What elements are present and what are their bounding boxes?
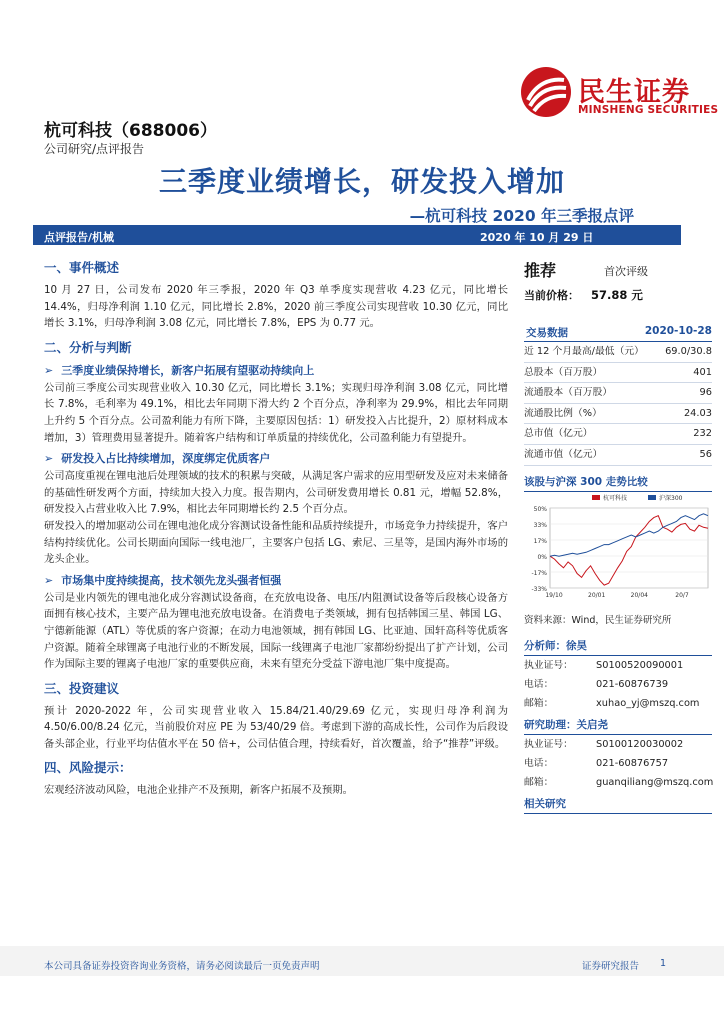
report-type: 公司研究/点评报告	[44, 142, 145, 156]
section-title: 二、分析与判断	[44, 339, 132, 355]
rating-sub: 首次评级	[604, 265, 648, 278]
trade-title: 交易数据	[526, 327, 568, 339]
trade-row-value: 69.0/30.8	[665, 346, 712, 357]
analyst-info	[524, 656, 712, 713]
chart-source: 资料来源：Wind，民生证券研究所	[524, 614, 672, 626]
paragraph: 公司高度重视在锂电池后处理领域的技术的积累与突破，从满足客户需求的应用型研发及应对未来储备的基础性研发两个方面，持续加大投入力度。报告期内，公司研发费用增长 0.81 元，增幅 52.8%，研发投入占营业收入比 7.9%，相比去年同期增长约 2.5 个百分点。	[44, 470, 508, 516]
report-category: 点评报告/机械	[44, 231, 115, 244]
section-title: 一、事件概述	[44, 260, 120, 275]
assistant-row	[524, 735, 712, 754]
paragraph: 公司前三季度公司实现营业收入 10.30 亿元，同比增长 3.1%；实现归母净利润 3.08 亿元，同比增长 7.8%，毛利率为 49.1%，相比去年同期下滑大约 2 个百分点，净利率为 29.9%，相比去年同期上升约 5 个百分点。公司盈利能力有所下降，主要原因包括：1）研发投入占比提升，2）原材料成本增加，3）管理费用显著提升。随着客户结构和订单质量的持续优化，公司盈利能力有望提升。	[44, 381, 508, 444]
related-research-title: 相关研究	[524, 796, 712, 814]
assistant-row-value: 021-60876757	[596, 757, 669, 769]
assistant-row-value: guanqiliang@mszq.com	[596, 776, 714, 788]
chart-title: 该股与沪深 300 走势比较	[524, 474, 712, 492]
price-comparison-chart	[524, 492, 712, 604]
section-title: 三、投资建议	[44, 680, 120, 696]
bullet-heading	[44, 572, 508, 588]
assistant-title: 研究助理：关启尧	[524, 717, 712, 735]
trade-row	[524, 363, 712, 384]
sidebar	[524, 258, 712, 814]
legend-swatch	[592, 495, 600, 500]
analyst-row-key: 电话：	[524, 678, 554, 690]
arrow-bullet-icon: ➢	[44, 452, 54, 466]
trade-row	[524, 424, 712, 445]
main-content	[44, 252, 508, 799]
report-subhead: —杭可科技 2020 年三季报点评	[409, 207, 634, 225]
rating: 推荐	[524, 261, 557, 280]
paragraph: 10 月 27 日，公司发布 2020 年三季报，2020 年 Q3 单季度实现营收 4.23 亿元，同比增长 14.4%，归母净利润 1.10 亿元，同比增长 2.8%，2020 前三季度公司实现营收 10.30 亿元，同比增长 3.1%，归母净利润 3.08 亿元，同比增长 7.8%，EPS 为 0.77 元。	[44, 284, 508, 330]
x-tick-label: 19/10	[545, 591, 563, 599]
series-line-1	[550, 513, 708, 555]
minsheng-logo-icon	[520, 66, 572, 118]
trade-row-value: 56	[699, 448, 712, 460]
trade-row-value: 24.03	[683, 407, 712, 419]
trade-row-value: 96	[699, 387, 712, 399]
series-line-0	[550, 515, 708, 584]
y-tick-label: -17%	[531, 569, 547, 577]
bullet-text: 三季度业绩保持增长，新客户拓展有望驱动持续向上	[61, 363, 315, 377]
assistant-row-key: 执业证号：	[524, 738, 573, 750]
paragraph: 公司是业内领先的锂电池化成分容测试设备商，在充放电设备、电压/内阻测试设备等后段核心设备方面拥有核心技术，主要产品为锂电池充放电设备。在消费电子类领域，拥有包括韩国三星、韩国 LG、宁德新能源（ATL）等优质的客户资源；在动力电池领域，拥有韩国 LG、比亚迪、国轩高科等优质客户资源。随着全球锂离子电池行业的不断发展，国际一线锂离子电池厂家都纷纷提出了扩产计划，公司作为国际主要的锂离子电池厂家的重要供应商，未来有望充分受益下游电池厂集中度提高。	[44, 591, 508, 671]
paragraph: 预计 2020-2022 年，公司实现营业收入 15.84/21.40/29.69 亿元，实现归母净利润为 4.50/6.00/8.24 亿元，当前股价对应 PE 为 53/40/29 倍。考虑到下游的高成长性，公司作为后段设备头部企业，行业平均估值水平在 50 倍+，公司估值合理，持续看好，首次覆盖，给予“推荐”评级。	[44, 704, 508, 750]
x-tick-label: 20/01	[588, 591, 606, 599]
trade-date: 2020-10-28	[644, 325, 712, 337]
price-value: 57.88 元	[591, 288, 643, 302]
analyst-row-key: 执业证号：	[524, 659, 573, 671]
bullet-heading	[44, 362, 508, 378]
y-tick-label: 17%	[533, 537, 547, 545]
y-tick-label: 0%	[537, 553, 547, 561]
y-tick-label: -33%	[531, 585, 547, 593]
trade-row	[524, 342, 712, 363]
assistant-row-value: S0100120030002	[596, 738, 684, 750]
x-tick-label: 20/04	[630, 591, 648, 599]
x-tick-label: 20/7	[675, 591, 689, 599]
report-date: 2020 年 10 月 29 日	[480, 231, 594, 244]
footer-label: 证券研究报告	[582, 961, 640, 972]
analyst-row-key: 邮箱：	[524, 697, 554, 709]
trade-table	[524, 342, 712, 466]
chart-frame	[550, 508, 708, 588]
bullet-text: 市场集中度持续提高，技术领先龙头强者恒强	[61, 573, 282, 587]
assistant-row-key: 邮箱：	[524, 776, 554, 788]
arrow-bullet-icon: ➢	[44, 573, 54, 587]
trade-row	[524, 404, 712, 425]
trade-row-value: 401	[693, 366, 712, 378]
price-row	[524, 287, 712, 303]
trade-row-key: 流通市值（亿元）	[524, 448, 603, 460]
trade-row-key: 流通股比例（%）	[524, 407, 602, 419]
company-title: 杭可科技（688006）	[44, 121, 217, 141]
trade-row-key: 总股本（百万股）	[524, 366, 603, 378]
section-title: 四、风险提示：	[44, 760, 132, 776]
arrow-bullet-icon: ➢	[44, 363, 54, 377]
analyst-row	[524, 694, 712, 713]
trade-row-value: 232	[693, 428, 712, 440]
analyst-row-value: 021-60876739	[596, 678, 669, 690]
paragraph: 研发投入的增加驱动公司在锂电池化成分容测试设备性能和品质持续提升，市场竞争力持续提升，客户结构持续优化。公司长期面向国际一线电池厂，主要客户包括 LG、索尼、三星等，是国内海外市场的龙头企业。	[44, 519, 508, 566]
assistant-row-key: 电话：	[524, 757, 554, 769]
analyst-row-value: xuhao_yj@mszq.com	[596, 697, 700, 709]
assistant-info	[524, 735, 712, 792]
analyst-row	[524, 675, 712, 694]
price-label: 当前价格：	[524, 289, 579, 302]
trade-data-header	[524, 325, 712, 342]
bullet-heading	[44, 450, 508, 466]
bullet-text: 研发投入占比持续增加，深度绑定优质客户	[61, 452, 271, 466]
brand-name-en: MINSHENG SECURITIES	[578, 104, 719, 116]
trade-row	[524, 445, 712, 466]
analyst-title: 分析师：徐昊	[524, 638, 712, 656]
brand-name-cn: 民生证券	[578, 77, 690, 108]
report-headline: 三季度业绩增长，研发投入增加	[158, 165, 565, 198]
assistant-row	[524, 754, 712, 773]
trade-row	[524, 383, 712, 404]
y-tick-label: 50%	[533, 505, 547, 513]
legend-swatch	[648, 495, 656, 500]
trade-row-key: 流通股本（百万股）	[524, 387, 613, 399]
analyst-row	[524, 656, 712, 675]
trade-row-key: 近 12 个月最高/最低（元）	[524, 346, 644, 357]
page-number: 1	[660, 958, 667, 969]
footer-disclaimer: 本公司具备证券投资咨询业务资格，请务必阅读最后一页免责声明	[44, 961, 320, 972]
assistant-row	[524, 773, 712, 792]
analyst-row-value: S0100520090001	[596, 659, 684, 671]
y-tick-label: 33%	[533, 521, 547, 529]
legend-label: 杭可科技	[603, 494, 628, 502]
legend-label: 沪深300	[659, 494, 683, 502]
trade-row-key: 总市值（亿元）	[524, 428, 593, 440]
paragraph: 宏观经济波动风险，电池企业排产不及预期，新客户拓展不及预期。	[44, 784, 353, 797]
